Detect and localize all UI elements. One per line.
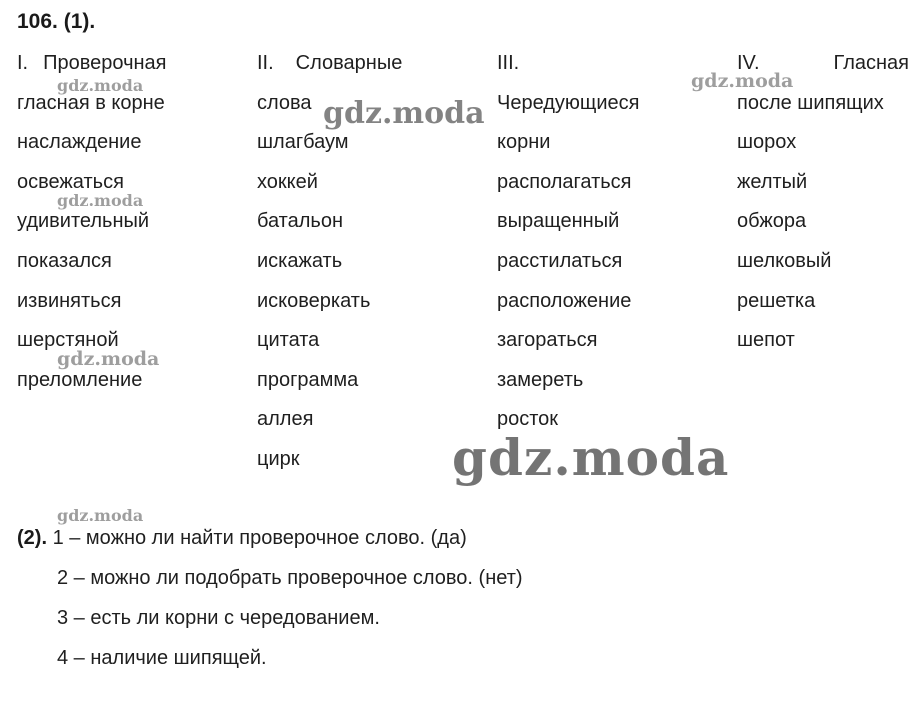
list-item: наслаждение bbox=[17, 131, 142, 154]
column-4-title: Гласная bbox=[833, 52, 909, 74]
watermark: gdz.moda bbox=[452, 428, 730, 487]
list-item: решетка bbox=[737, 289, 816, 312]
list-item: располагаться bbox=[497, 170, 632, 193]
list-item: загораться bbox=[497, 329, 598, 352]
list-item: извиняться bbox=[17, 289, 122, 312]
watermark: gdz.moda bbox=[323, 96, 485, 131]
list-item: шлагбаум bbox=[257, 131, 349, 154]
list-item: аллея bbox=[257, 408, 314, 431]
column-4-header bbox=[737, 44, 909, 84]
column-3-header bbox=[497, 44, 672, 84]
list-item: шепот bbox=[737, 329, 795, 352]
part-2-label: (2). bbox=[17, 527, 47, 549]
column-2-title: Словарные bbox=[295, 52, 403, 74]
column-2 bbox=[257, 44, 432, 480]
list-item: шерстяной bbox=[17, 329, 119, 352]
column-1-number: I. bbox=[17, 52, 29, 74]
watermark: gdz.moda bbox=[57, 76, 144, 95]
list-item: росток bbox=[497, 408, 559, 431]
column-2-header bbox=[257, 44, 432, 84]
question-line bbox=[17, 518, 523, 558]
list-item: желтый bbox=[737, 170, 808, 193]
list-item: обжора bbox=[737, 210, 807, 233]
exercise-heading: 106. (1). bbox=[17, 10, 96, 33]
list-item: исковеркать bbox=[257, 289, 371, 312]
list-item: освежаться bbox=[17, 170, 124, 193]
list-item: цитата bbox=[257, 329, 320, 352]
column-4 bbox=[737, 44, 909, 361]
list-item: удивительный bbox=[17, 210, 150, 233]
column-2-number: II. bbox=[257, 52, 274, 74]
watermark: gdz.moda bbox=[57, 348, 160, 370]
list-item: преломление bbox=[17, 368, 143, 391]
watermark: gdz.moda bbox=[57, 191, 144, 210]
list-item: Чередующиеся bbox=[497, 91, 640, 114]
question-line: 4 – наличие шипящей. bbox=[57, 647, 267, 669]
list-item: замереть bbox=[497, 368, 584, 391]
list-item: после шипящих bbox=[737, 91, 884, 114]
question-line: 3 – есть ли корни с чередованием. bbox=[57, 607, 380, 629]
column-1 bbox=[17, 44, 192, 400]
list-item: расположение bbox=[497, 289, 632, 312]
list-item: выращенный bbox=[497, 210, 620, 233]
list-item: программа bbox=[257, 368, 359, 391]
column-1-header bbox=[17, 44, 192, 84]
question-text: 1 – можно ли найти проверочное слово. (да) bbox=[52, 527, 467, 549]
list-item: шелковый bbox=[737, 249, 832, 272]
column-3 bbox=[497, 44, 672, 440]
watermark: gdz.moda bbox=[57, 506, 144, 525]
list-item: показался bbox=[17, 249, 112, 272]
column-4-number: IV. bbox=[737, 52, 760, 74]
list-item: корни bbox=[497, 131, 551, 154]
column-3-number: III. bbox=[497, 52, 520, 74]
list-item: цирк bbox=[257, 447, 300, 470]
list-item: хоккей bbox=[257, 170, 318, 193]
list-item: искажать bbox=[257, 249, 343, 272]
list-item: батальон bbox=[257, 210, 343, 233]
column-1-title: Проверочная bbox=[43, 52, 167, 74]
list-item: слова bbox=[257, 91, 312, 114]
list-item: гласная в корне bbox=[17, 91, 165, 114]
watermark: gdz.moda bbox=[691, 70, 794, 92]
part-2 bbox=[17, 518, 523, 678]
list-item: расстилаться bbox=[497, 249, 623, 272]
question-line: 2 – можно ли подобрать проверочное слово. (нет) bbox=[57, 567, 523, 589]
list-item: шорох bbox=[737, 131, 797, 154]
